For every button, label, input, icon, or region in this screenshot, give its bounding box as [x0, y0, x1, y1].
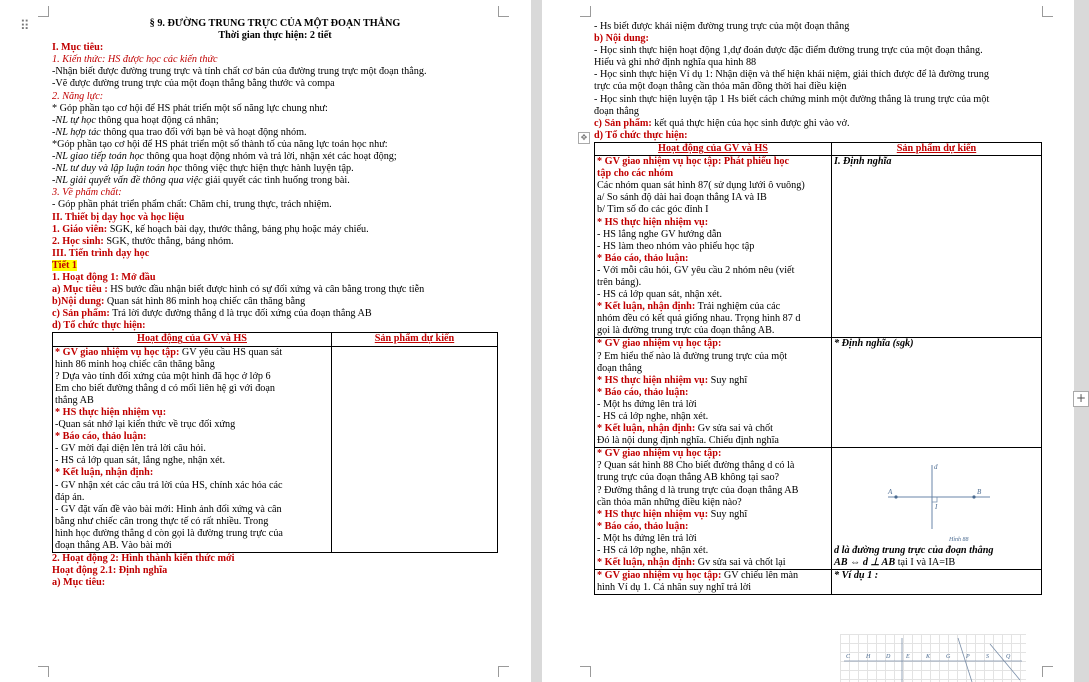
point-b [972, 495, 975, 498]
grid-line [990, 644, 1020, 680]
cell-line [55, 516, 329, 528]
activity-heading: 2. Hoạt động 2: Hình thành kiến thức mới [52, 553, 235, 565]
right-page-content [594, 21, 1042, 595]
task-label: * Báo cáo, thảo luận: [597, 386, 689, 398]
paragraph-line: - Góp phần phát triển phẩm chất: Chăm chỉ, trung thực, trách nhiệm. [52, 199, 332, 211]
label-b: B [977, 488, 982, 497]
cell-text: đáp án. [55, 491, 85, 503]
cell-line [597, 582, 829, 594]
cell-text: GV yêu cầu HS quan sát [179, 346, 283, 358]
crop-mark [580, 6, 591, 17]
cell-line [597, 399, 829, 411]
cell-line [55, 443, 329, 455]
cell-text: - Một hs đứng lên trả lời [597, 532, 697, 544]
paragraph-line [52, 163, 498, 175]
paragraph-line: * Góp phần tạo cơ hội để HS phát triển một số năng lực chung như: [52, 102, 328, 114]
grid-point-label: C [846, 654, 851, 660]
activity-table [594, 142, 1042, 595]
cell-text: - HS cả lớp nghe, nhận xét. [597, 411, 709, 422]
label-d: d [934, 463, 938, 472]
example-heading: * Ví dụ 1 : [834, 570, 879, 582]
table-cell [595, 448, 832, 570]
cell-line [597, 448, 829, 460]
add-row-icon[interactable]: + [1073, 391, 1089, 407]
cell-line [55, 431, 329, 443]
activity-heading: a) Mục tiêu: [52, 577, 106, 589]
left-page-content [52, 18, 498, 589]
paragraph-line: trực của một đoạn thẳng cần thỏa mãn đồng thời hai điều kiện [594, 81, 847, 93]
table-cell [595, 156, 832, 338]
paragraph-line: - Hs biết được khái niệm đường trung trực của một đoạn thẳng [594, 21, 850, 32]
paragraph-line [52, 296, 498, 308]
label-i: I [935, 503, 938, 512]
cell-line [55, 467, 329, 479]
table-header-row [595, 142, 1042, 155]
table-header-cell: Sản phẩm dự kiến [832, 142, 1042, 155]
task-label: * Kết luận, nhận định: [597, 557, 696, 569]
text-run: HS bước đầu nhận biết được hình có sự đối xứng và cân bằng trong thực tiễn [107, 284, 425, 296]
cell-lines [597, 570, 829, 594]
figure-caption: Hình 88 [949, 537, 969, 544]
cell-text: - HS cả lớp quan sát, lắng nghe, nhận xét. [55, 455, 226, 467]
task-label: * GV giao nhiệm vụ học tập: [597, 448, 722, 460]
point-a [894, 495, 897, 498]
right-angle-mark [932, 497, 937, 502]
paragraph-line: Hiểu và ghi nhớ định nghĩa qua hình 88 [594, 57, 757, 69]
cell-line [597, 363, 829, 375]
label-run: c) Sản phẩm: [594, 117, 652, 129]
cell-text: hình học đường thẳng d còn gọi là đường trung trực của [55, 527, 283, 539]
crop-mark [1042, 666, 1053, 677]
italic-term: -NL tự học [52, 114, 96, 126]
cell-lines [597, 156, 829, 337]
table-row [595, 448, 1042, 570]
cell-line [597, 204, 829, 216]
text-run: Trả lời được đường thẳng d là trục đối xứng của đoạn thẳng AB [109, 308, 372, 320]
cell-text: gọi là đường trung trực của đoạn thẳng AB. [597, 325, 775, 337]
activity-heading: Hoạt động 2.1: Định nghĩa [52, 565, 168, 577]
table-row [595, 338, 1042, 448]
activity-heading: d) Tổ chức thực hiện: [594, 129, 688, 141]
cell-text: GV chiếu lên màn [721, 570, 799, 582]
label-run: 1. Giáo viên: [52, 223, 108, 235]
cell-text: Các nhóm quan sát hình 87( sử dụng lưới ô vuông) [597, 180, 805, 192]
definition-statement: d là đường trung trực của đoạn thẳng [834, 545, 994, 557]
formula-run: AB ⇔ d ⊥ AB [834, 557, 896, 569]
grid-labels [846, 654, 1011, 660]
task-label: * GV giao nhiệm vụ học tập: Phát phiếu học [597, 156, 789, 168]
grid-point-label: Q [1006, 654, 1011, 660]
task-label: * HS thực hiện nhiệm vụ: [597, 374, 709, 386]
cell-text: - HS cả lớp quan sát, nhận xét. [597, 289, 723, 301]
section-heading: III. Tiến trình dạy học [52, 247, 150, 259]
paragraph-line [52, 224, 498, 236]
italic-term: -NL giải quyết vấn đề thông qua việc [52, 175, 203, 187]
cell-line [597, 497, 829, 509]
definition-note: * Định nghĩa (sgk) [834, 338, 914, 350]
cell-lines [597, 448, 829, 569]
task-label: * Báo cáo, thảo luận: [55, 431, 147, 443]
grid-figure [840, 634, 1026, 682]
cell-line [597, 545, 829, 557]
cell-line [597, 411, 829, 423]
grid-point-label: K [926, 654, 931, 660]
lesson-time: Thời gian thực hiện: 2 tiết [218, 30, 332, 42]
cell-line [55, 407, 329, 419]
text-run: Quan sát hình 86 minh hoạ chiếc cân thăng bằng [104, 296, 306, 308]
cell-text: đoạn thẳng [597, 362, 642, 374]
right-page [542, 0, 1087, 682]
content-lines [594, 45, 1042, 118]
cell-text: Gv sửa sai và chốt lại [695, 557, 786, 569]
task-label: * GV giao nhiệm vụ học tập: [55, 346, 180, 358]
paragraph-line [52, 308, 498, 320]
subsection-heading: 2. Năng lực: [52, 90, 104, 102]
cell-text: - Một hs đứng lên trả lời [597, 398, 697, 410]
table-header-cell: Hoạt động của GV và HS [53, 333, 332, 346]
cell-lines [597, 338, 829, 447]
cell-line [55, 480, 329, 492]
cell-text: Suy nghĩ [708, 374, 748, 386]
cell-text: Đó là nội dung định nghĩa. Chiếu định nghĩa [597, 435, 779, 447]
cell-text: đoạn thẳng AB. Vào bài mới [55, 540, 172, 552]
cell-line [597, 217, 829, 229]
cell-line [597, 387, 829, 399]
cell-line [55, 492, 329, 504]
table-cell [832, 570, 1042, 595]
cell-line [597, 253, 829, 265]
grid-point-label: P [966, 654, 970, 660]
cell-text: hình 86 minh hoạ chiếc cân thăng bằng [55, 358, 215, 370]
grid-point-label: D [886, 654, 891, 660]
label-run: a) Mục tiêu : [52, 284, 108, 296]
grid-point-label: S [986, 654, 989, 660]
cell-line [597, 509, 829, 521]
cell-line [597, 313, 829, 325]
task-label: * Báo cáo, thảo luận: [597, 520, 689, 532]
grid-lines-figure [840, 634, 1026, 682]
task-label: * Kết luận, nhận định: [597, 301, 696, 313]
cell-line [55, 528, 329, 540]
paragraph-line: *Góp phần tạo cơ hội để HS phát triển một số thành tố của năng lực toán học như: [52, 138, 388, 150]
table-header-cell: Sản phẩm dự kiến [332, 333, 498, 346]
cell-text: ? Đường thẳng d là trung trực của đoạn thẳng AB [597, 484, 799, 496]
paragraph-line: - Học sinh thực hiện luyện tập 1 Hs biết cách chứng minh một đường thẳng là trung trực của một [594, 93, 990, 105]
cell-text: a/ So sánh độ dài hai đoạn thẳng IA và IB [597, 192, 767, 204]
cell-text: thẳng AB [55, 394, 94, 406]
task-label: * HS thực hiện nhiệm vụ: [597, 216, 709, 228]
italic-term: -NL hợp tác [52, 126, 101, 138]
definition-heading: I. Định nghĩa [834, 156, 892, 168]
cell-text: ? Dựa vào tính đối xứng của một hình đã học ở lớp 6 [55, 370, 271, 382]
cell-text: cần thỏa mãn những điều kiện nào? [597, 496, 742, 508]
label-run: 2. Học sinh: [52, 235, 104, 247]
task-label: * Kết luận, nhận định: [597, 423, 696, 435]
table-header-cell: Hoạt động của GV và HS [595, 142, 832, 155]
italic-term: -NL giao tiếp toán học [52, 151, 145, 163]
subsection-heading: 1. Kiến thức: HS được học các kiến thức [52, 54, 218, 66]
cell-text: - Với mỗi câu hỏi, GV yêu cầu 2 nhóm nêu (viết [597, 264, 795, 276]
grid-line [958, 638, 972, 682]
cell-text: - GV đặt vấn đề vào bài mới: Hình ảnh đối xứng và cân [55, 503, 282, 515]
cell-line [55, 395, 329, 407]
label-a: A [888, 488, 893, 497]
cell-line [597, 375, 829, 387]
cell-line [597, 301, 829, 313]
cell-text: - HS cả lớp nghe, nhận xét. [597, 545, 709, 557]
cell-text: Trải nghiệm của các [695, 301, 781, 313]
paragraph-line: - Học sinh thực hiện Ví dụ 1: Nhận diện và thể hiện khái niệm, giải thích được để là đường trung [594, 69, 989, 81]
table-cell [832, 338, 1042, 448]
paragraph-line: - Học sinh thực hiện hoạt động 1,dự đoán được đặc điểm đường trung trực của một đoạn thẳng. [594, 45, 983, 57]
paragraph-line: -Nhận biết được đường trung trực và tính chất cơ bản của đường trung trực một đoạn thẳng. [52, 66, 427, 78]
paragraph-line [52, 284, 498, 296]
cell-text: - HS lắng nghe GV hướng dẫn [597, 228, 722, 240]
cell-text: - HS làm theo nhóm vào phiếu học tập [597, 240, 755, 252]
paragraph-line [52, 175, 498, 187]
label-run: b)Nội dung: [52, 296, 105, 308]
cell-line [597, 289, 829, 301]
cell-line [597, 423, 829, 435]
crop-mark [38, 6, 49, 17]
text-run: thông qua hoạt động nhóm và trả lời, nhận xét các hoạt động; [144, 151, 397, 163]
text-run: thông qua hoạt động cá nhân; [95, 114, 219, 126]
cell-line [597, 277, 829, 289]
cell-line [597, 472, 829, 484]
cell-text: hình Ví dụ 1. Cá nhân suy nghĩ trả lời [597, 582, 752, 594]
cell-text: ? Em hiểu thế nào là đường trung trực của một [597, 350, 788, 362]
cell-line [597, 325, 829, 337]
cell-line [55, 504, 329, 516]
cell-line [597, 460, 829, 472]
task-label: * GV giao nhiệm vụ học tập: [597, 570, 722, 582]
activity-heading: b) Nội dung: [594, 33, 649, 45]
paragraph-line [52, 236, 498, 248]
perpendicular-bisector-figure [874, 459, 1024, 545]
section-heading: II. Thiết bị dạy học và học liệu [52, 211, 185, 223]
section-heading: I. Mục tiêu: [52, 42, 104, 54]
task-label: * Báo cáo, thảo luận: [597, 252, 689, 264]
cell-text: - GV mời đại diện lên trả lời câu hỏi. [55, 443, 206, 455]
label-run: c) Sản phẩm: [52, 308, 110, 320]
cell-line [597, 180, 829, 192]
cell-text: Em cho biết đường thẳng d có mối liên hệ gì với đoạn [55, 382, 276, 394]
activity-heading: 1. Hoạt động 1: Mở đầu [52, 271, 156, 283]
activity-table [52, 332, 498, 553]
cell-lines [55, 347, 329, 553]
drag-handle-icon[interactable]: ⠿ [20, 18, 30, 33]
text-run: thông qua trao đổi với bạn bè và hoạt động nhóm. [100, 126, 307, 138]
cell-line [55, 540, 329, 552]
cell-line [597, 265, 829, 277]
cell-line [597, 156, 829, 168]
table-cell [595, 570, 832, 595]
cell-line [55, 359, 329, 371]
paragraph-line [52, 151, 498, 163]
cell-line [597, 435, 829, 447]
cell-line [597, 570, 829, 582]
paragraph-line [594, 118, 1042, 130]
cell-text: bằng như chiếc cân trong thực tế có rất nhiều. Trong [55, 515, 269, 527]
task-label: tập cho các nhóm [597, 168, 674, 180]
text-run: tại I và IA=IB [895, 557, 956, 569]
table-move-handle-icon[interactable]: ✥ [578, 132, 590, 144]
cell-line [597, 521, 829, 533]
cell-text: b/ Tìm số đo các góc đỉnh I [597, 204, 709, 216]
grid-point-label: E [906, 654, 910, 660]
cell-line [597, 351, 829, 363]
paragraph-line [52, 127, 498, 139]
italic-term: -NL tư duy và lập luận toán học [52, 163, 183, 175]
grid-point-label: H [866, 654, 871, 660]
table-header-row [53, 333, 498, 346]
subsection-heading: 3. Về phẩm chất: [52, 187, 122, 199]
crop-mark [38, 666, 49, 677]
cell-line [597, 338, 829, 350]
table-cell [832, 448, 1042, 570]
table-cell [332, 346, 498, 553]
cell-text: - GV nhận xét các câu trả lời của HS, chính xác hóa các [55, 479, 283, 491]
cell-line [55, 347, 329, 359]
cell-text: -Quan sát nhớ lại kiến thức về trục đối xứng [55, 419, 236, 431]
cell-text: Gv sửa sai và chốt [695, 423, 773, 435]
cell-line [597, 485, 829, 497]
crop-mark [580, 666, 591, 677]
text-run: SGK, thước thẳng, bảng nhóm. [103, 235, 234, 247]
text-run: SGK, kế hoạch bài dạy, thước thẳng, bảng phụ hoặc máy chiếu. [107, 223, 369, 235]
paragraph-line: -Vẽ được đường trung trực của một đoạn thẳng bằng thước và compa [52, 78, 335, 90]
paragraph-line [52, 115, 498, 127]
crop-mark [498, 666, 509, 677]
cell-text: trên bảng). [597, 276, 642, 288]
cell-line [55, 455, 329, 467]
cell-line [597, 229, 829, 241]
cell-line [55, 371, 329, 383]
task-label: * GV giao nhiệm vụ học tập: [597, 338, 722, 350]
table-row [595, 570, 1042, 595]
grid-point-label: G [946, 654, 951, 660]
task-label: * HS thực hiện nhiệm vụ: [597, 508, 709, 520]
task-label: * HS thực hiện nhiệm vụ: [55, 407, 167, 418]
cell-line [597, 168, 829, 180]
cell-line [597, 533, 829, 545]
left-page [0, 0, 531, 682]
crop-mark [498, 6, 509, 17]
crop-mark [1042, 6, 1053, 17]
activity-heading: d) Tổ chức thực hiện: [52, 320, 146, 332]
cell-text: trung trực của đoạn thẳng AB không tại sao? [597, 472, 780, 484]
cell-text: ? Quan sát hình 88 Cho biết đường thẳng d có là [597, 460, 795, 472]
cell-text: nhóm đều có kết quả giống nhau. Trọng hình 87 d [597, 313, 801, 325]
table-cell [595, 338, 832, 448]
table-row [595, 156, 1042, 338]
cell-line [597, 192, 829, 204]
cell-line [55, 383, 329, 395]
table-cell [53, 346, 332, 553]
lesson-title: § 9. ĐƯỜNG TRUNG TRỰC CỦA MỘT ĐOẠN THẲNG [149, 18, 401, 29]
cell-line [597, 241, 829, 253]
paragraph-line: đoạn thẳng [594, 105, 639, 117]
cell-text: Suy nghĩ [708, 508, 748, 520]
table-cell [832, 156, 1042, 338]
highlighted-heading: Tiết 1 [52, 259, 77, 271]
table-row [53, 346, 498, 553]
text-run: kết quả thực hiện của học sinh được ghi vào vở. [651, 117, 850, 129]
definition-statement [834, 557, 1039, 569]
task-label: * Kết luận, nhận định: [55, 467, 154, 479]
text-run: giải quyết các tình huống trong bài. [202, 175, 350, 187]
paragraph-line [52, 260, 498, 272]
cell-line [597, 557, 829, 569]
text-run: thông việc thực hiện thực hành luyện tập. [182, 163, 354, 175]
cell-line [55, 419, 329, 431]
